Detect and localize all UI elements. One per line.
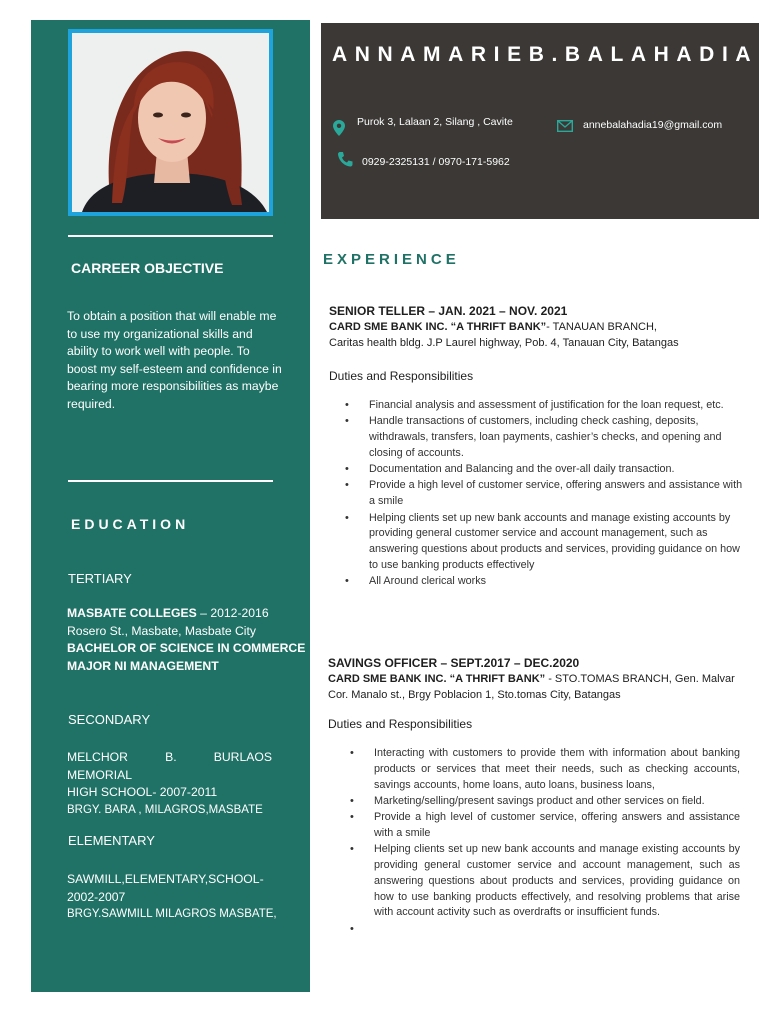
- tertiary-label: TERTIARY: [68, 571, 132, 586]
- address-text: Purok 3, Lalaan 2, Silang , Cavite: [357, 116, 513, 128]
- job-1-company: CARD SME BANK INC. “A THRIFT BANK”: [329, 321, 547, 333]
- bullet-icon: •: [350, 811, 354, 824]
- bullet-icon: •: [345, 575, 349, 588]
- phone-icon: [337, 151, 353, 172]
- list-item: [350, 794, 740, 810]
- elementary-block: [67, 871, 282, 922]
- job-1-address: Caritas health bldg. J.P Laurel highway, Pob. 4, Tanauan City, Batangas: [329, 337, 679, 349]
- list-item: [350, 922, 740, 938]
- bullet-icon: •: [345, 399, 349, 411]
- location-pin-icon: [333, 120, 345, 141]
- list-item: [345, 414, 749, 461]
- duty-text: Helping clients set up new bank accounts and manage existing accounts by providing general customer service and account management, such as answering questions about products and services, providing guidance on how to use banking products effectively: [369, 511, 740, 571]
- tertiary-block: [67, 605, 307, 675]
- bullet-icon: •: [350, 843, 354, 856]
- secondary-school-line1: MELCHOR B. BURLAOS MEMORIAL: [67, 750, 272, 782]
- job-1-company-line: [329, 319, 759, 335]
- elementary-address: BRGY.SAWMILL MILAGROS MASBATE,: [67, 908, 277, 920]
- job-2-title: SAVINGS OFFICER – SEPT.2017 – DEC.2020: [328, 656, 580, 670]
- bullet-icon: •: [345, 511, 349, 524]
- job-2-address: Cor. Manalo st., Brgy Poblacion 1, Sto.tomas City, Batangas: [328, 689, 621, 701]
- duty-text: Financial analysis and assessment of justification for the loan request, etc.: [369, 399, 724, 411]
- tertiary-degree-line2: MAJOR NI MANAGEMENT: [67, 658, 219, 673]
- email-link[interactable]: annebalahadia19@gmail.com: [583, 119, 723, 131]
- elementary-school: SAWMILL,ELEMENTARY,SCHOOL-: [67, 872, 264, 886]
- objective-heading: CARREER OBJECTIVE: [71, 260, 224, 276]
- duty-text: Marketing/selling/present savings product and other services on field.: [374, 794, 705, 807]
- header-block: [321, 23, 759, 219]
- list-item: [345, 574, 749, 590]
- tertiary-school-line: [67, 605, 307, 623]
- secondary-block: [67, 749, 272, 818]
- full-name: ANNAMARIEB.BALAHADIA: [332, 43, 759, 66]
- duty-text: Handle transactions of customers, including check cashing, deposits, withdrawals, transfers, loan payments, cashier’s checks, and opening and closing of accounts.: [369, 415, 722, 459]
- secondary-label: SECONDARY: [68, 712, 151, 727]
- job-1-branch: - TANAUAN BRANCH,: [546, 321, 657, 333]
- job-2-header: [328, 655, 758, 703]
- education-heading: EDUCATION: [71, 516, 190, 532]
- secondary-school-line2: HIGH SCHOOL- 2007-2011: [67, 785, 218, 799]
- list-item: [350, 746, 740, 793]
- profile-photo: [68, 29, 273, 216]
- duty-text: Interacting with customers to provide them with information about banking products or services that meet their needs, such as checking accounts, savings accounts, home loans, auto loans, business loans,: [374, 747, 740, 791]
- tertiary-years: – 2012-2016: [196, 606, 269, 620]
- list-item: [350, 842, 740, 921]
- bullet-icon: •: [350, 794, 354, 807]
- divider-top: [68, 235, 273, 237]
- job-2-company-line: [328, 671, 758, 687]
- divider-middle: [68, 480, 273, 482]
- job-2-duties-list: [350, 746, 740, 938]
- objective-text: To obtain a position that will enable me to use my organizational skills and ability to work well with people. To boost my self-esteem and confidence in bearing more responsibilities as maybe required.: [67, 309, 282, 411]
- bullet-icon: •: [350, 747, 354, 759]
- list-item: [345, 462, 749, 478]
- sidebar: [31, 20, 310, 992]
- job-2-branch: - STO.TOMAS BRANCH, Gen. Malvar: [545, 673, 735, 685]
- job-1-header: [329, 303, 759, 351]
- job-1-duties-list: [345, 398, 749, 591]
- tertiary-address: Rosero St., Masbate, Masbate City: [67, 623, 256, 638]
- bullet-icon: •: [345, 479, 349, 492]
- duty-text: Provide a high level of customer service, offering answers and assistance with a smile: [374, 811, 740, 839]
- duty-text: Helping clients set up new bank accounts and manage existing accounts by providing general customer service and account management, such as answering questions about products and services, providing guidance on how to use banking products effectively, and resolving problems that arise with account activity such as overdrafts or insufficient funds.: [374, 843, 740, 919]
- phone-text: 0929-2325131 / 0970-171-5962: [362, 156, 510, 168]
- tertiary-school: MASBATE COLLEGES: [67, 606, 197, 620]
- job-1-title: SENIOR TELLER – JAN. 2021 – NOV. 2021: [329, 304, 568, 318]
- job-2-duties-label: Duties and Responsibilities: [328, 717, 473, 731]
- list-item: [345, 511, 749, 574]
- duty-text: Provide a high level of customer service, offering answers and assistance with a smile: [369, 479, 743, 508]
- list-item: [345, 398, 749, 414]
- job-2-company: CARD SME BANK INC. “A THRIFT BANK”: [328, 673, 546, 685]
- experience-heading: EXPERIENCE: [323, 251, 460, 268]
- bullet-icon: •: [350, 922, 354, 935]
- bullet-icon: •: [345, 415, 349, 428]
- elementary-years: 2002-2007: [67, 889, 126, 904]
- envelope-icon: [557, 119, 573, 137]
- tertiary-degree-line1: BACHELOR OF SCIENCE IN COMMERCE: [67, 641, 306, 655]
- duty-text: All Around clerical works: [369, 575, 487, 588]
- secondary-address: BRGY. BARA , MILAGROS,MASBATE: [67, 803, 263, 816]
- bullet-icon: •: [345, 463, 349, 476]
- job-1-duties-label: Duties and Responsibilities: [329, 369, 474, 383]
- list-item: [345, 478, 749, 510]
- duty-text: Documentation and Balancing and the over-all daily transaction.: [369, 463, 675, 476]
- list-item: [350, 810, 740, 842]
- elementary-label: ELEMENTARY: [68, 833, 155, 848]
